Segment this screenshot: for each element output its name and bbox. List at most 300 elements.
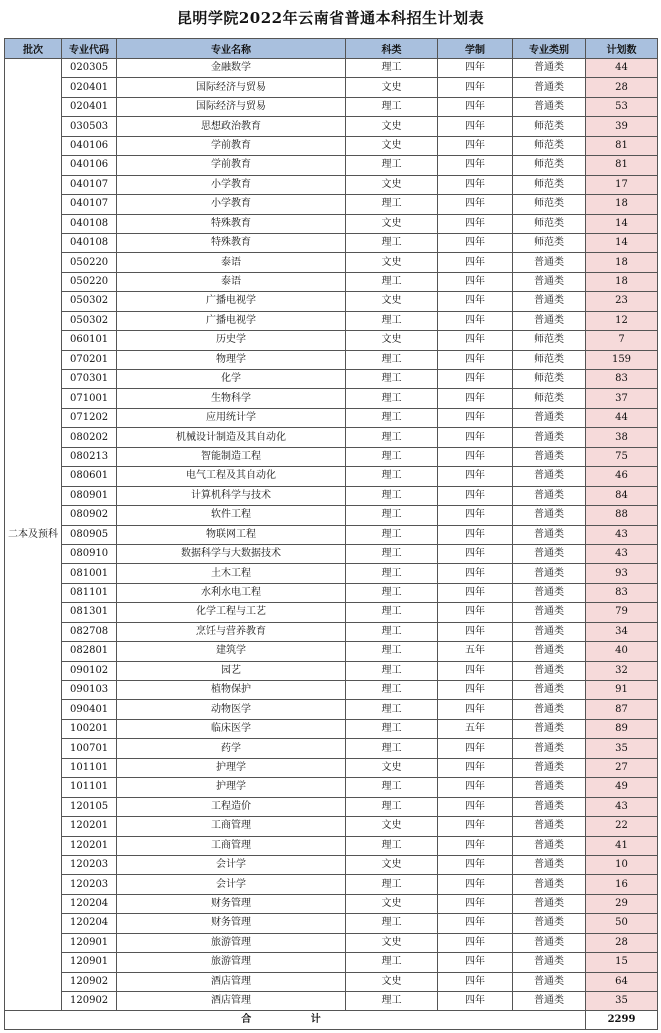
cell-plan: 17 bbox=[586, 175, 658, 194]
cell-type: 普通类 bbox=[513, 97, 586, 116]
table-row bbox=[5, 389, 658, 408]
cell-type: 普通类 bbox=[513, 855, 586, 874]
cell-name: 财务管理 bbox=[117, 914, 346, 933]
cell-name: 水利水电工程 bbox=[117, 583, 346, 602]
table-row bbox=[5, 914, 658, 933]
cell-plan: 44 bbox=[586, 408, 658, 427]
cell-plan: 46 bbox=[586, 467, 658, 486]
cell-plan: 87 bbox=[586, 700, 658, 719]
cell-category: 理工 bbox=[346, 408, 438, 427]
cell-code: 120203 bbox=[62, 855, 117, 874]
cell-type: 普通类 bbox=[513, 894, 586, 913]
total-value: 2299 bbox=[586, 1011, 658, 1030]
cell-code: 080910 bbox=[62, 544, 117, 563]
cell-name: 财务管理 bbox=[117, 894, 346, 913]
cell-category: 理工 bbox=[346, 544, 438, 563]
cell-type: 普通类 bbox=[513, 564, 586, 583]
cell-name: 计算机科学与技术 bbox=[117, 486, 346, 505]
table-row bbox=[5, 97, 658, 116]
table-row bbox=[5, 681, 658, 700]
cell-name: 烹饪与营养教育 bbox=[117, 622, 346, 641]
cell-type: 普通类 bbox=[513, 59, 586, 78]
cell-duration: 四年 bbox=[438, 214, 513, 233]
cell-duration: 四年 bbox=[438, 117, 513, 136]
cell-type: 普通类 bbox=[513, 428, 586, 447]
cell-type: 普通类 bbox=[513, 661, 586, 680]
cell-code: 082708 bbox=[62, 622, 117, 641]
cell-code: 050302 bbox=[62, 311, 117, 330]
cell-plan: 84 bbox=[586, 486, 658, 505]
cell-plan: 88 bbox=[586, 506, 658, 525]
table-row bbox=[5, 59, 658, 78]
cell-code: 081101 bbox=[62, 583, 117, 602]
cell-plan: 43 bbox=[586, 544, 658, 563]
cell-duration: 四年 bbox=[438, 778, 513, 797]
cell-code: 120204 bbox=[62, 894, 117, 913]
cell-name: 小学教育 bbox=[117, 195, 346, 214]
cell-type: 普通类 bbox=[513, 758, 586, 777]
cell-name: 植物保护 bbox=[117, 681, 346, 700]
cell-plan: 16 bbox=[586, 875, 658, 894]
cell-category: 理工 bbox=[346, 914, 438, 933]
table-row bbox=[5, 117, 658, 136]
cell-category: 理工 bbox=[346, 195, 438, 214]
cell-plan: 81 bbox=[586, 136, 658, 155]
cell-name: 金融数学 bbox=[117, 59, 346, 78]
table-row bbox=[5, 292, 658, 311]
cell-category: 理工 bbox=[346, 836, 438, 855]
table-row bbox=[5, 175, 658, 194]
cell-type: 普通类 bbox=[513, 311, 586, 330]
cell-name: 小学教育 bbox=[117, 175, 346, 194]
cell-name: 学前教育 bbox=[117, 156, 346, 175]
cell-plan: 41 bbox=[586, 836, 658, 855]
cell-plan: 27 bbox=[586, 758, 658, 777]
cell-duration: 四年 bbox=[438, 428, 513, 447]
table-row bbox=[5, 506, 658, 525]
table-row bbox=[5, 78, 658, 97]
cell-duration: 五年 bbox=[438, 642, 513, 661]
cell-type: 普通类 bbox=[513, 817, 586, 836]
cell-type: 普通类 bbox=[513, 972, 586, 991]
cell-type: 普通类 bbox=[513, 292, 586, 311]
cell-type: 普通类 bbox=[513, 739, 586, 758]
table-row bbox=[5, 525, 658, 544]
enrollment-plan-table bbox=[4, 38, 658, 1030]
cell-category: 理工 bbox=[346, 97, 438, 116]
cell-duration: 四年 bbox=[438, 331, 513, 350]
table-row bbox=[5, 156, 658, 175]
cell-plan: 14 bbox=[586, 214, 658, 233]
cell-plan: 35 bbox=[586, 739, 658, 758]
cell-duration: 四年 bbox=[438, 603, 513, 622]
cell-duration: 四年 bbox=[438, 544, 513, 563]
table-row bbox=[5, 486, 658, 505]
cell-type: 普通类 bbox=[513, 719, 586, 738]
cell-duration: 四年 bbox=[438, 836, 513, 855]
cell-name: 软件工程 bbox=[117, 506, 346, 525]
cell-code: 090103 bbox=[62, 681, 117, 700]
cell-plan: 15 bbox=[586, 953, 658, 972]
table-row bbox=[5, 972, 658, 991]
cell-category: 理工 bbox=[346, 739, 438, 758]
cell-code: 020305 bbox=[62, 59, 117, 78]
cell-category: 文史 bbox=[346, 292, 438, 311]
cell-name: 工商管理 bbox=[117, 836, 346, 855]
cell-duration: 五年 bbox=[438, 719, 513, 738]
table-row bbox=[5, 642, 658, 661]
cell-name: 学前教育 bbox=[117, 136, 346, 155]
cell-category: 文史 bbox=[346, 78, 438, 97]
cell-type: 普通类 bbox=[513, 836, 586, 855]
cell-type: 普通类 bbox=[513, 467, 586, 486]
cell-type: 普通类 bbox=[513, 486, 586, 505]
cell-code: 060101 bbox=[62, 331, 117, 350]
cell-duration: 四年 bbox=[438, 700, 513, 719]
cell-plan: 32 bbox=[586, 661, 658, 680]
cell-name: 电气工程及其自动化 bbox=[117, 467, 346, 486]
cell-duration: 四年 bbox=[438, 506, 513, 525]
table-row bbox=[5, 447, 658, 466]
cell-code: 050220 bbox=[62, 253, 117, 272]
cell-code: 081301 bbox=[62, 603, 117, 622]
cell-plan: 14 bbox=[586, 233, 658, 252]
cell-duration: 四年 bbox=[438, 875, 513, 894]
cell-duration: 四年 bbox=[438, 855, 513, 874]
cell-name: 会计学 bbox=[117, 875, 346, 894]
table-row bbox=[5, 953, 658, 972]
cell-plan: 43 bbox=[586, 525, 658, 544]
table-row bbox=[5, 817, 658, 836]
table-row bbox=[5, 758, 658, 777]
table-row bbox=[5, 739, 658, 758]
cell-plan: 159 bbox=[586, 350, 658, 369]
cell-category: 理工 bbox=[346, 875, 438, 894]
cell-category: 文史 bbox=[346, 894, 438, 913]
cell-plan: 39 bbox=[586, 117, 658, 136]
cell-type: 普通类 bbox=[513, 914, 586, 933]
cell-plan: 89 bbox=[586, 719, 658, 738]
cell-duration: 四年 bbox=[438, 311, 513, 330]
table-row bbox=[5, 894, 658, 913]
cell-type: 师范类 bbox=[513, 370, 586, 389]
cell-plan: 79 bbox=[586, 603, 658, 622]
cell-duration: 四年 bbox=[438, 758, 513, 777]
table-row bbox=[5, 214, 658, 233]
table-row bbox=[5, 992, 658, 1011]
header-name: 专业名称 bbox=[117, 39, 346, 59]
cell-duration: 四年 bbox=[438, 583, 513, 602]
cell-duration: 四年 bbox=[438, 408, 513, 427]
cell-duration: 四年 bbox=[438, 447, 513, 466]
cell-code: 090401 bbox=[62, 700, 117, 719]
cell-duration: 四年 bbox=[438, 797, 513, 816]
cell-type: 普通类 bbox=[513, 681, 586, 700]
cell-name: 护理学 bbox=[117, 778, 346, 797]
cell-code: 050302 bbox=[62, 292, 117, 311]
table-row bbox=[5, 370, 658, 389]
table-row bbox=[5, 195, 658, 214]
cell-name: 国际经济与贸易 bbox=[117, 97, 346, 116]
cell-duration: 四年 bbox=[438, 564, 513, 583]
cell-name: 广播电视学 bbox=[117, 311, 346, 330]
cell-type: 普通类 bbox=[513, 933, 586, 952]
cell-code: 080905 bbox=[62, 525, 117, 544]
cell-code: 120901 bbox=[62, 953, 117, 972]
cell-name: 广播电视学 bbox=[117, 292, 346, 311]
cell-type: 普通类 bbox=[513, 778, 586, 797]
cell-name: 旅游管理 bbox=[117, 953, 346, 972]
table-row bbox=[5, 622, 658, 641]
cell-plan: 91 bbox=[586, 681, 658, 700]
table-body bbox=[5, 59, 658, 1011]
table-row bbox=[5, 933, 658, 952]
cell-name: 物理学 bbox=[117, 350, 346, 369]
cell-duration: 四年 bbox=[438, 739, 513, 758]
cell-category: 理工 bbox=[346, 719, 438, 738]
cell-plan: 23 bbox=[586, 292, 658, 311]
cell-plan: 29 bbox=[586, 894, 658, 913]
table-header-row bbox=[5, 39, 658, 59]
cell-type: 师范类 bbox=[513, 350, 586, 369]
cell-code: 020401 bbox=[62, 97, 117, 116]
cell-category: 理工 bbox=[346, 447, 438, 466]
cell-name: 酒店管理 bbox=[117, 992, 346, 1011]
table-row bbox=[5, 136, 658, 155]
table-row bbox=[5, 778, 658, 797]
cell-code: 040106 bbox=[62, 136, 117, 155]
cell-name: 化学工程与工艺 bbox=[117, 603, 346, 622]
cell-category: 理工 bbox=[346, 953, 438, 972]
cell-code: 071202 bbox=[62, 408, 117, 427]
cell-type: 师范类 bbox=[513, 233, 586, 252]
cell-duration: 四年 bbox=[438, 292, 513, 311]
cell-code: 070301 bbox=[62, 370, 117, 389]
cell-duration: 四年 bbox=[438, 914, 513, 933]
table-row bbox=[5, 603, 658, 622]
cell-type: 普通类 bbox=[513, 253, 586, 272]
cell-plan: 10 bbox=[586, 855, 658, 874]
cell-category: 文史 bbox=[346, 253, 438, 272]
cell-code: 120204 bbox=[62, 914, 117, 933]
total-label: 合 计 bbox=[5, 1011, 586, 1030]
table-row bbox=[5, 311, 658, 330]
cell-category: 理工 bbox=[346, 525, 438, 544]
cell-code: 101101 bbox=[62, 778, 117, 797]
cell-code: 120201 bbox=[62, 817, 117, 836]
cell-plan: 93 bbox=[586, 564, 658, 583]
cell-type: 普通类 bbox=[513, 447, 586, 466]
table-row bbox=[5, 331, 658, 350]
cell-plan: 22 bbox=[586, 817, 658, 836]
cell-code: 120201 bbox=[62, 836, 117, 855]
cell-category: 理工 bbox=[346, 583, 438, 602]
cell-code: 120203 bbox=[62, 875, 117, 894]
cell-name: 思想政治教育 bbox=[117, 117, 346, 136]
cell-plan: 53 bbox=[586, 97, 658, 116]
table-row bbox=[5, 253, 658, 272]
cell-code: 100701 bbox=[62, 739, 117, 758]
table-row bbox=[5, 272, 658, 291]
cell-category: 理工 bbox=[346, 603, 438, 622]
cell-type: 普通类 bbox=[513, 622, 586, 641]
cell-type: 普通类 bbox=[513, 525, 586, 544]
header-code: 专业代码 bbox=[62, 39, 117, 59]
cell-plan: 37 bbox=[586, 389, 658, 408]
table-row bbox=[5, 428, 658, 447]
cell-name: 智能制造工程 bbox=[117, 447, 346, 466]
cell-type: 普通类 bbox=[513, 272, 586, 291]
cell-code: 040107 bbox=[62, 175, 117, 194]
cell-code: 081001 bbox=[62, 564, 117, 583]
cell-plan: 28 bbox=[586, 933, 658, 952]
cell-type: 普通类 bbox=[513, 78, 586, 97]
cell-name: 泰语 bbox=[117, 272, 346, 291]
cell-plan: 81 bbox=[586, 156, 658, 175]
cell-code: 120902 bbox=[62, 992, 117, 1011]
cell-category: 理工 bbox=[346, 311, 438, 330]
page-title: 昆明学院2022年云南省普通本科招生计划表 bbox=[176, 9, 485, 27]
cell-plan: 49 bbox=[586, 778, 658, 797]
cell-code: 040107 bbox=[62, 195, 117, 214]
cell-duration: 四年 bbox=[438, 59, 513, 78]
cell-duration: 四年 bbox=[438, 953, 513, 972]
cell-duration: 四年 bbox=[438, 195, 513, 214]
cell-name: 生物科学 bbox=[117, 389, 346, 408]
cell-type: 普通类 bbox=[513, 875, 586, 894]
cell-duration: 四年 bbox=[438, 894, 513, 913]
cell-duration: 四年 bbox=[438, 97, 513, 116]
table-row bbox=[5, 836, 658, 855]
cell-category: 理工 bbox=[346, 233, 438, 252]
cell-name: 酒店管理 bbox=[117, 972, 346, 991]
header-type: 专业类别 bbox=[513, 39, 586, 59]
cell-category: 理工 bbox=[346, 389, 438, 408]
cell-type: 普通类 bbox=[513, 642, 586, 661]
cell-category: 文史 bbox=[346, 214, 438, 233]
cell-duration: 四年 bbox=[438, 350, 513, 369]
table-row bbox=[5, 583, 658, 602]
cell-plan: 44 bbox=[586, 59, 658, 78]
cell-duration: 四年 bbox=[438, 156, 513, 175]
table-row bbox=[5, 564, 658, 583]
cell-plan: 75 bbox=[586, 447, 658, 466]
cell-category: 文史 bbox=[346, 933, 438, 952]
cell-code: 080213 bbox=[62, 447, 117, 466]
cell-name: 泰语 bbox=[117, 253, 346, 272]
cell-category: 理工 bbox=[346, 467, 438, 486]
cell-category: 文史 bbox=[346, 758, 438, 777]
cell-type: 师范类 bbox=[513, 331, 586, 350]
cell-code: 040106 bbox=[62, 156, 117, 175]
cell-plan: 64 bbox=[586, 972, 658, 991]
table-row bbox=[5, 467, 658, 486]
cell-duration: 四年 bbox=[438, 78, 513, 97]
cell-duration: 四年 bbox=[438, 175, 513, 194]
header-plan: 计划数 bbox=[586, 39, 658, 59]
cell-code: 100201 bbox=[62, 719, 117, 738]
cell-category: 文史 bbox=[346, 331, 438, 350]
cell-duration: 四年 bbox=[438, 933, 513, 952]
cell-plan: 18 bbox=[586, 272, 658, 291]
cell-code: 120901 bbox=[62, 933, 117, 952]
cell-type: 师范类 bbox=[513, 195, 586, 214]
cell-plan: 43 bbox=[586, 797, 658, 816]
cell-code: 120902 bbox=[62, 972, 117, 991]
cell-type: 师范类 bbox=[513, 136, 586, 155]
cell-code: 071001 bbox=[62, 389, 117, 408]
cell-code: 080202 bbox=[62, 428, 117, 447]
cell-category: 理工 bbox=[346, 486, 438, 505]
cell-code: 050220 bbox=[62, 272, 117, 291]
cell-name: 应用统计学 bbox=[117, 408, 346, 427]
table-row bbox=[5, 875, 658, 894]
cell-type: 师范类 bbox=[513, 214, 586, 233]
cell-name: 药学 bbox=[117, 739, 346, 758]
cell-batch: 二本及预科 bbox=[5, 59, 62, 1011]
cell-plan: 83 bbox=[586, 583, 658, 602]
cell-duration: 四年 bbox=[438, 661, 513, 680]
total-row bbox=[5, 1011, 658, 1030]
cell-code: 101101 bbox=[62, 758, 117, 777]
table-row bbox=[5, 408, 658, 427]
cell-name: 园艺 bbox=[117, 661, 346, 680]
cell-type: 师范类 bbox=[513, 389, 586, 408]
cell-type: 普通类 bbox=[513, 700, 586, 719]
cell-name: 旅游管理 bbox=[117, 933, 346, 952]
cell-type: 普通类 bbox=[513, 583, 586, 602]
cell-plan: 18 bbox=[586, 195, 658, 214]
cell-code: 040108 bbox=[62, 214, 117, 233]
cell-code: 080902 bbox=[62, 506, 117, 525]
cell-name: 特殊教育 bbox=[117, 214, 346, 233]
cell-plan: 28 bbox=[586, 78, 658, 97]
cell-plan: 18 bbox=[586, 253, 658, 272]
cell-category: 理工 bbox=[346, 642, 438, 661]
cell-category: 文史 bbox=[346, 117, 438, 136]
cell-code: 030503 bbox=[62, 117, 117, 136]
cell-code: 020401 bbox=[62, 78, 117, 97]
cell-type: 师范类 bbox=[513, 175, 586, 194]
cell-category: 理工 bbox=[346, 681, 438, 700]
cell-name: 化学 bbox=[117, 370, 346, 389]
cell-code: 120105 bbox=[62, 797, 117, 816]
cell-category: 理工 bbox=[346, 59, 438, 78]
cell-code: 070201 bbox=[62, 350, 117, 369]
cell-category: 理工 bbox=[346, 350, 438, 369]
cell-category: 文史 bbox=[346, 175, 438, 194]
cell-duration: 四年 bbox=[438, 389, 513, 408]
cell-name: 国际经济与贸易 bbox=[117, 78, 346, 97]
cell-category: 理工 bbox=[346, 506, 438, 525]
cell-plan: 38 bbox=[586, 428, 658, 447]
cell-category: 理工 bbox=[346, 622, 438, 641]
cell-type: 普通类 bbox=[513, 408, 586, 427]
cell-type: 师范类 bbox=[513, 156, 586, 175]
cell-name: 临床医学 bbox=[117, 719, 346, 738]
cell-category: 理工 bbox=[346, 564, 438, 583]
cell-category: 文史 bbox=[346, 972, 438, 991]
cell-plan: 12 bbox=[586, 311, 658, 330]
cell-category: 理工 bbox=[346, 370, 438, 389]
cell-duration: 四年 bbox=[438, 253, 513, 272]
cell-duration: 四年 bbox=[438, 681, 513, 700]
header-batch: 批次 bbox=[5, 39, 62, 59]
table-row bbox=[5, 719, 658, 738]
cell-duration: 四年 bbox=[438, 136, 513, 155]
cell-plan: 83 bbox=[586, 370, 658, 389]
cell-duration: 四年 bbox=[438, 233, 513, 252]
